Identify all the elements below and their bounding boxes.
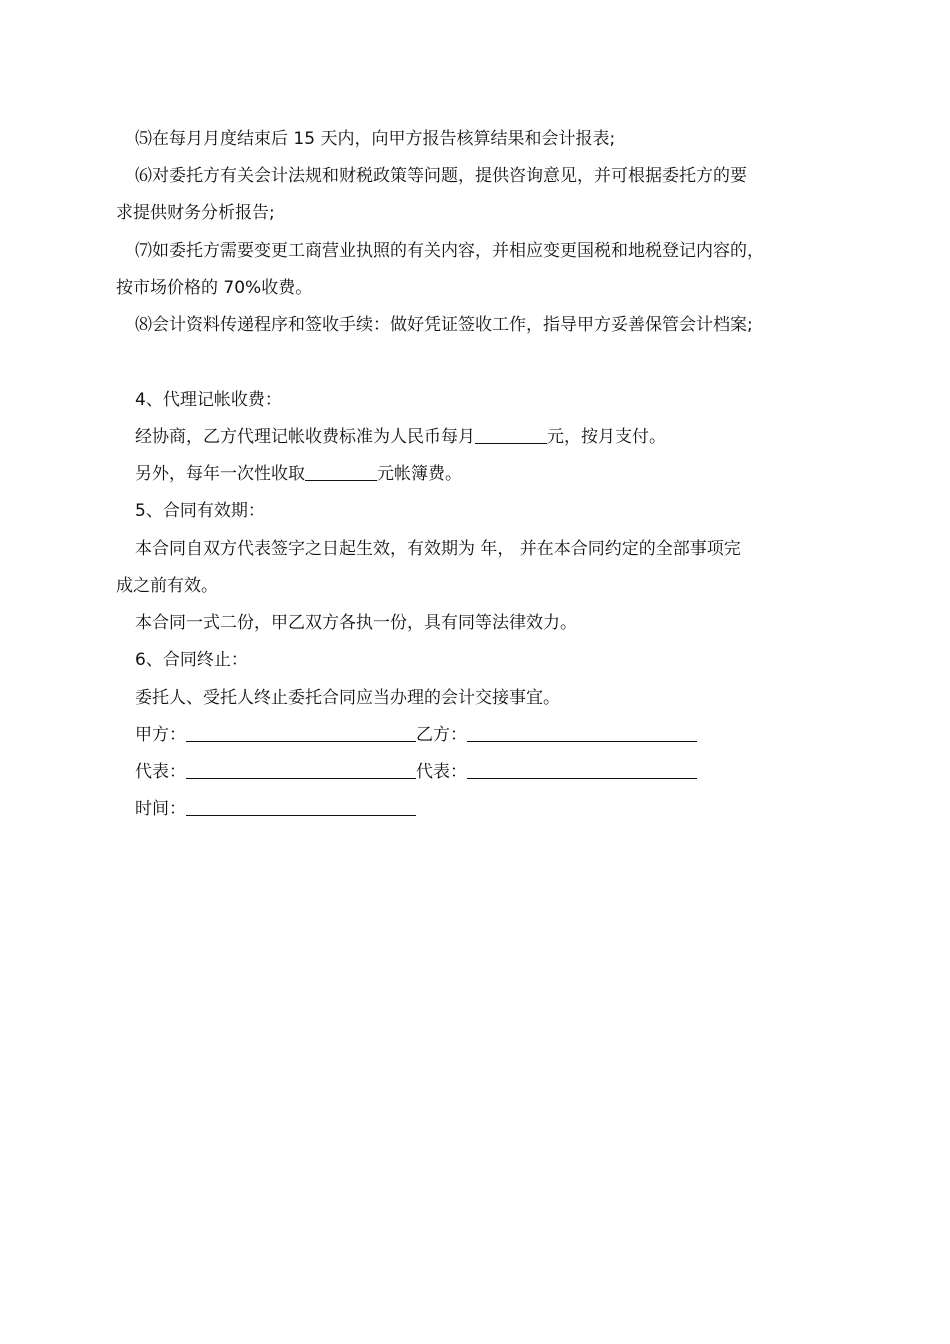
- ledger-suffix: 元帐簿费。: [377, 464, 462, 484]
- clause-item-7-line1: ⑺如委托方需要变更工商营业执照的有关内容，并相应变更国税和地税登记内容的，: [135, 241, 764, 261]
- fee-prefix: 经协商，乙方代理记帐收费标准为人民币每月: [135, 427, 475, 447]
- section-5-heading: 5、合同有效期：: [135, 501, 265, 521]
- section-4-heading: 4、代理记帐收费：: [135, 390, 282, 410]
- party-a-label: 甲方：: [135, 725, 186, 745]
- monthly-fee-blank: [475, 425, 547, 444]
- fee-standard-line: [135, 425, 666, 449]
- signature-rep-row: [135, 760, 697, 784]
- party-b-blank: [467, 723, 697, 742]
- time-blank: [186, 797, 416, 816]
- party-a-blank: [186, 723, 416, 742]
- ledger-fee-line: [135, 462, 462, 486]
- time-label: 时间：: [135, 799, 186, 819]
- validity-line2: 成之前有效。: [116, 576, 218, 596]
- ledger-prefix: 另外，每年一次性收取: [135, 464, 305, 484]
- section-6-heading: 6、合同终止：: [135, 650, 248, 670]
- clause-item-5: ⑸在每月月度结束后 15 天内，向甲方报告核算结果和会计报表;: [135, 129, 616, 149]
- ledger-fee-blank: [305, 462, 377, 481]
- rep-b-blank: [467, 760, 697, 779]
- rep-b-label: 代表：: [416, 762, 467, 782]
- validity-line1: 本合同自双方代表签字之日起生效，有效期为 年， 并在本合同约定的全部事项完: [135, 539, 741, 559]
- clause-item-6-line1: ⑹对委托方有关会计法规和财税政策等问题，提供咨询意见，并可根据委托方的要: [135, 166, 747, 186]
- party-b-label: 乙方：: [416, 725, 467, 745]
- rep-a-label: 代表：: [135, 762, 186, 782]
- signature-time-row: [135, 797, 416, 821]
- clause-item-6-line2: 求提供财务分析报告;: [116, 203, 275, 223]
- signature-party-row: [135, 723, 697, 747]
- termination-text: 委托人、受托人终止委托合同应当办理的会计交接事宜。: [135, 688, 560, 708]
- fee-suffix: 元，按月支付。: [547, 427, 666, 447]
- clause-item-7-line2: 按市场价格的 70%收费。: [116, 278, 313, 298]
- rep-a-blank: [186, 760, 416, 779]
- copies-statement: 本合同一式二份，甲乙双方各执一份，具有同等法律效力。: [135, 613, 577, 633]
- clause-item-8: ⑻会计资料传递程序和签收手续：做好凭证签收工作，指导甲方妥善保管会计档案;: [135, 315, 753, 335]
